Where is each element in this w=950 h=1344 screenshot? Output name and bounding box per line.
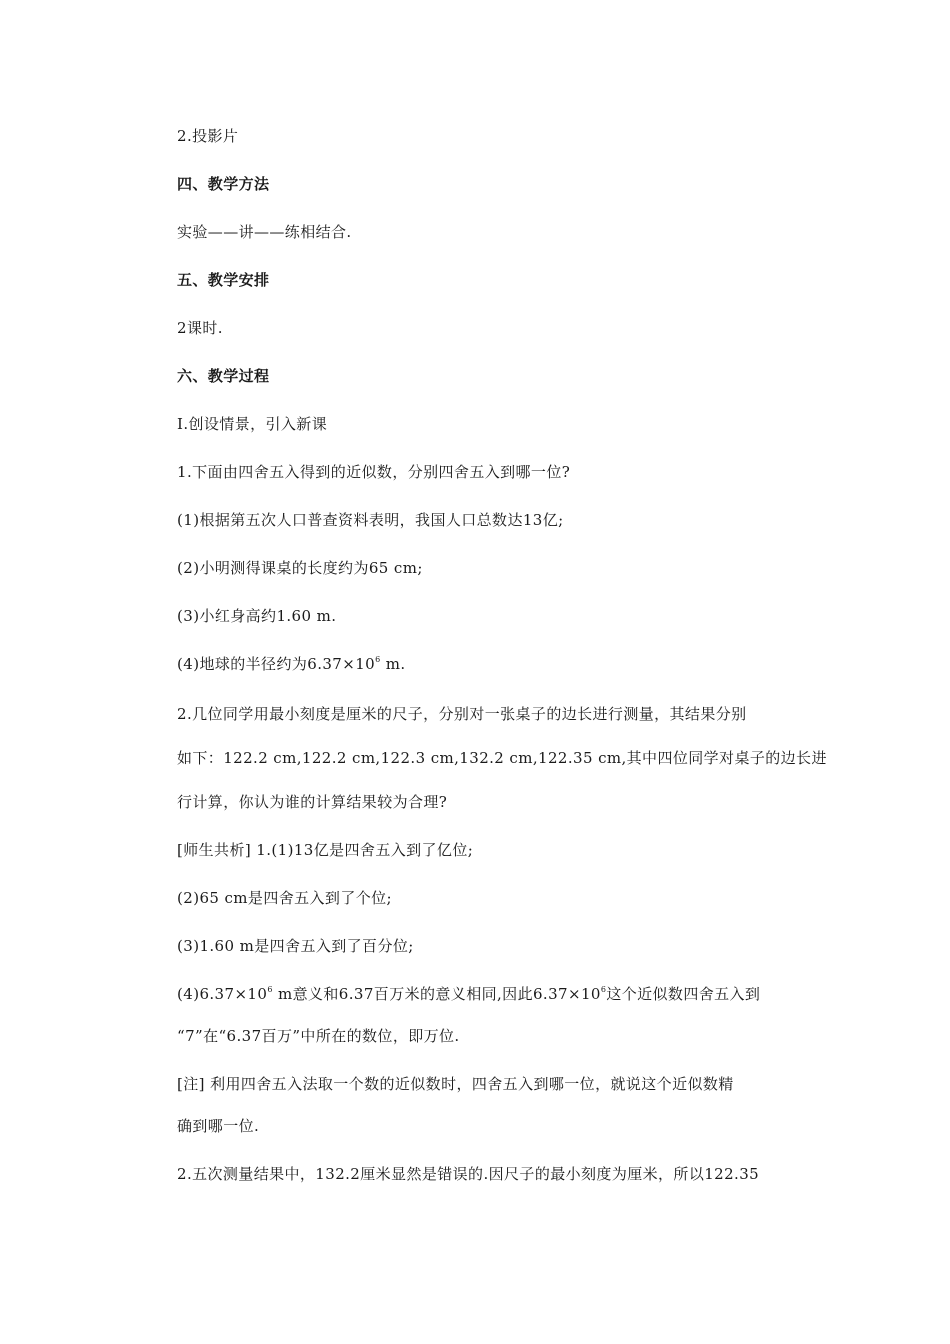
question-1-item-1: (1)根据第五次人口普查资料表明，我国人口总数达13亿; [177, 511, 564, 529]
section-4-heading: 四、教学方法 [177, 175, 270, 193]
question-1-item-3: (3)小红身高约1.60 m. [177, 607, 337, 625]
exponent: 6 [267, 985, 273, 994]
analysis-line-3: (3)1.60 m是四舍五入到了百分位; [177, 937, 414, 955]
question-2-line-1: 2.几位同学用最小刻度是厘米的尺子，分别对一张桌子的边长进行测量，其结果分别 [177, 705, 747, 723]
section-5-text: 2课时. [177, 319, 223, 337]
exponent: 6 [375, 655, 381, 664]
section-4-text: 实验——讲——练相结合. [177, 223, 352, 241]
analysis-line-2: (2)65 cm是四舍五入到了个位; [177, 889, 392, 907]
text-fragment: 这个近似数四舍五入到 [606, 985, 761, 1003]
section-5-heading: 五、教学安排 [177, 271, 270, 289]
question-1: 1.下面由四舍五入得到的近似数，分别四舍五入到哪一位? [177, 463, 571, 481]
materials-item-2: 2.投影片 [177, 127, 239, 145]
answer-2-line-1: 2.五次测量结果中，132.2厘米显然是错误的.因尺子的最小刻度为厘米，所以122.35 [177, 1165, 760, 1183]
question-2-line-2: 如下：122.2 cm,122.2 cm,122.3 cm,132.2 cm,122.35 cm,其中四位同学对桌子的边长进 [177, 749, 827, 767]
note-line-1: [注] 利用四舍五入法取一个数的近似数时，四舍五入到哪一位，就说这个近似数精 [177, 1075, 734, 1093]
question-1-item-2: (2)小明测得课桌的长度约为65 cm; [177, 559, 423, 577]
exponent: 6 [600, 985, 607, 994]
note-line-2: 确到哪一位. [177, 1117, 260, 1135]
text-fragment: (4)地球的半径约为6.37×10 [177, 655, 376, 673]
text-fragment: m意义和6.37百万米的意义相同,因此6.37×10 [272, 985, 601, 1003]
text-fragment: (4)6.37×10 [177, 985, 268, 1003]
part-1-title: Ⅰ.创设情景，引入新课 [177, 415, 328, 433]
section-6-heading: 六、教学过程 [177, 367, 270, 385]
question-1-item-4 [177, 654, 406, 674]
analysis-line-5: “7”在“6.37百万”中所在的数位，即万位. [177, 1027, 460, 1045]
analysis-line-4 [177, 984, 760, 1004]
text-fragment: m. [380, 655, 406, 673]
question-2-line-3: 行计算，你认为谁的计算结果较为合理? [177, 793, 448, 811]
analysis-line-1: [师生共析] 1.(1)13亿是四舍五入到了亿位; [177, 841, 474, 859]
